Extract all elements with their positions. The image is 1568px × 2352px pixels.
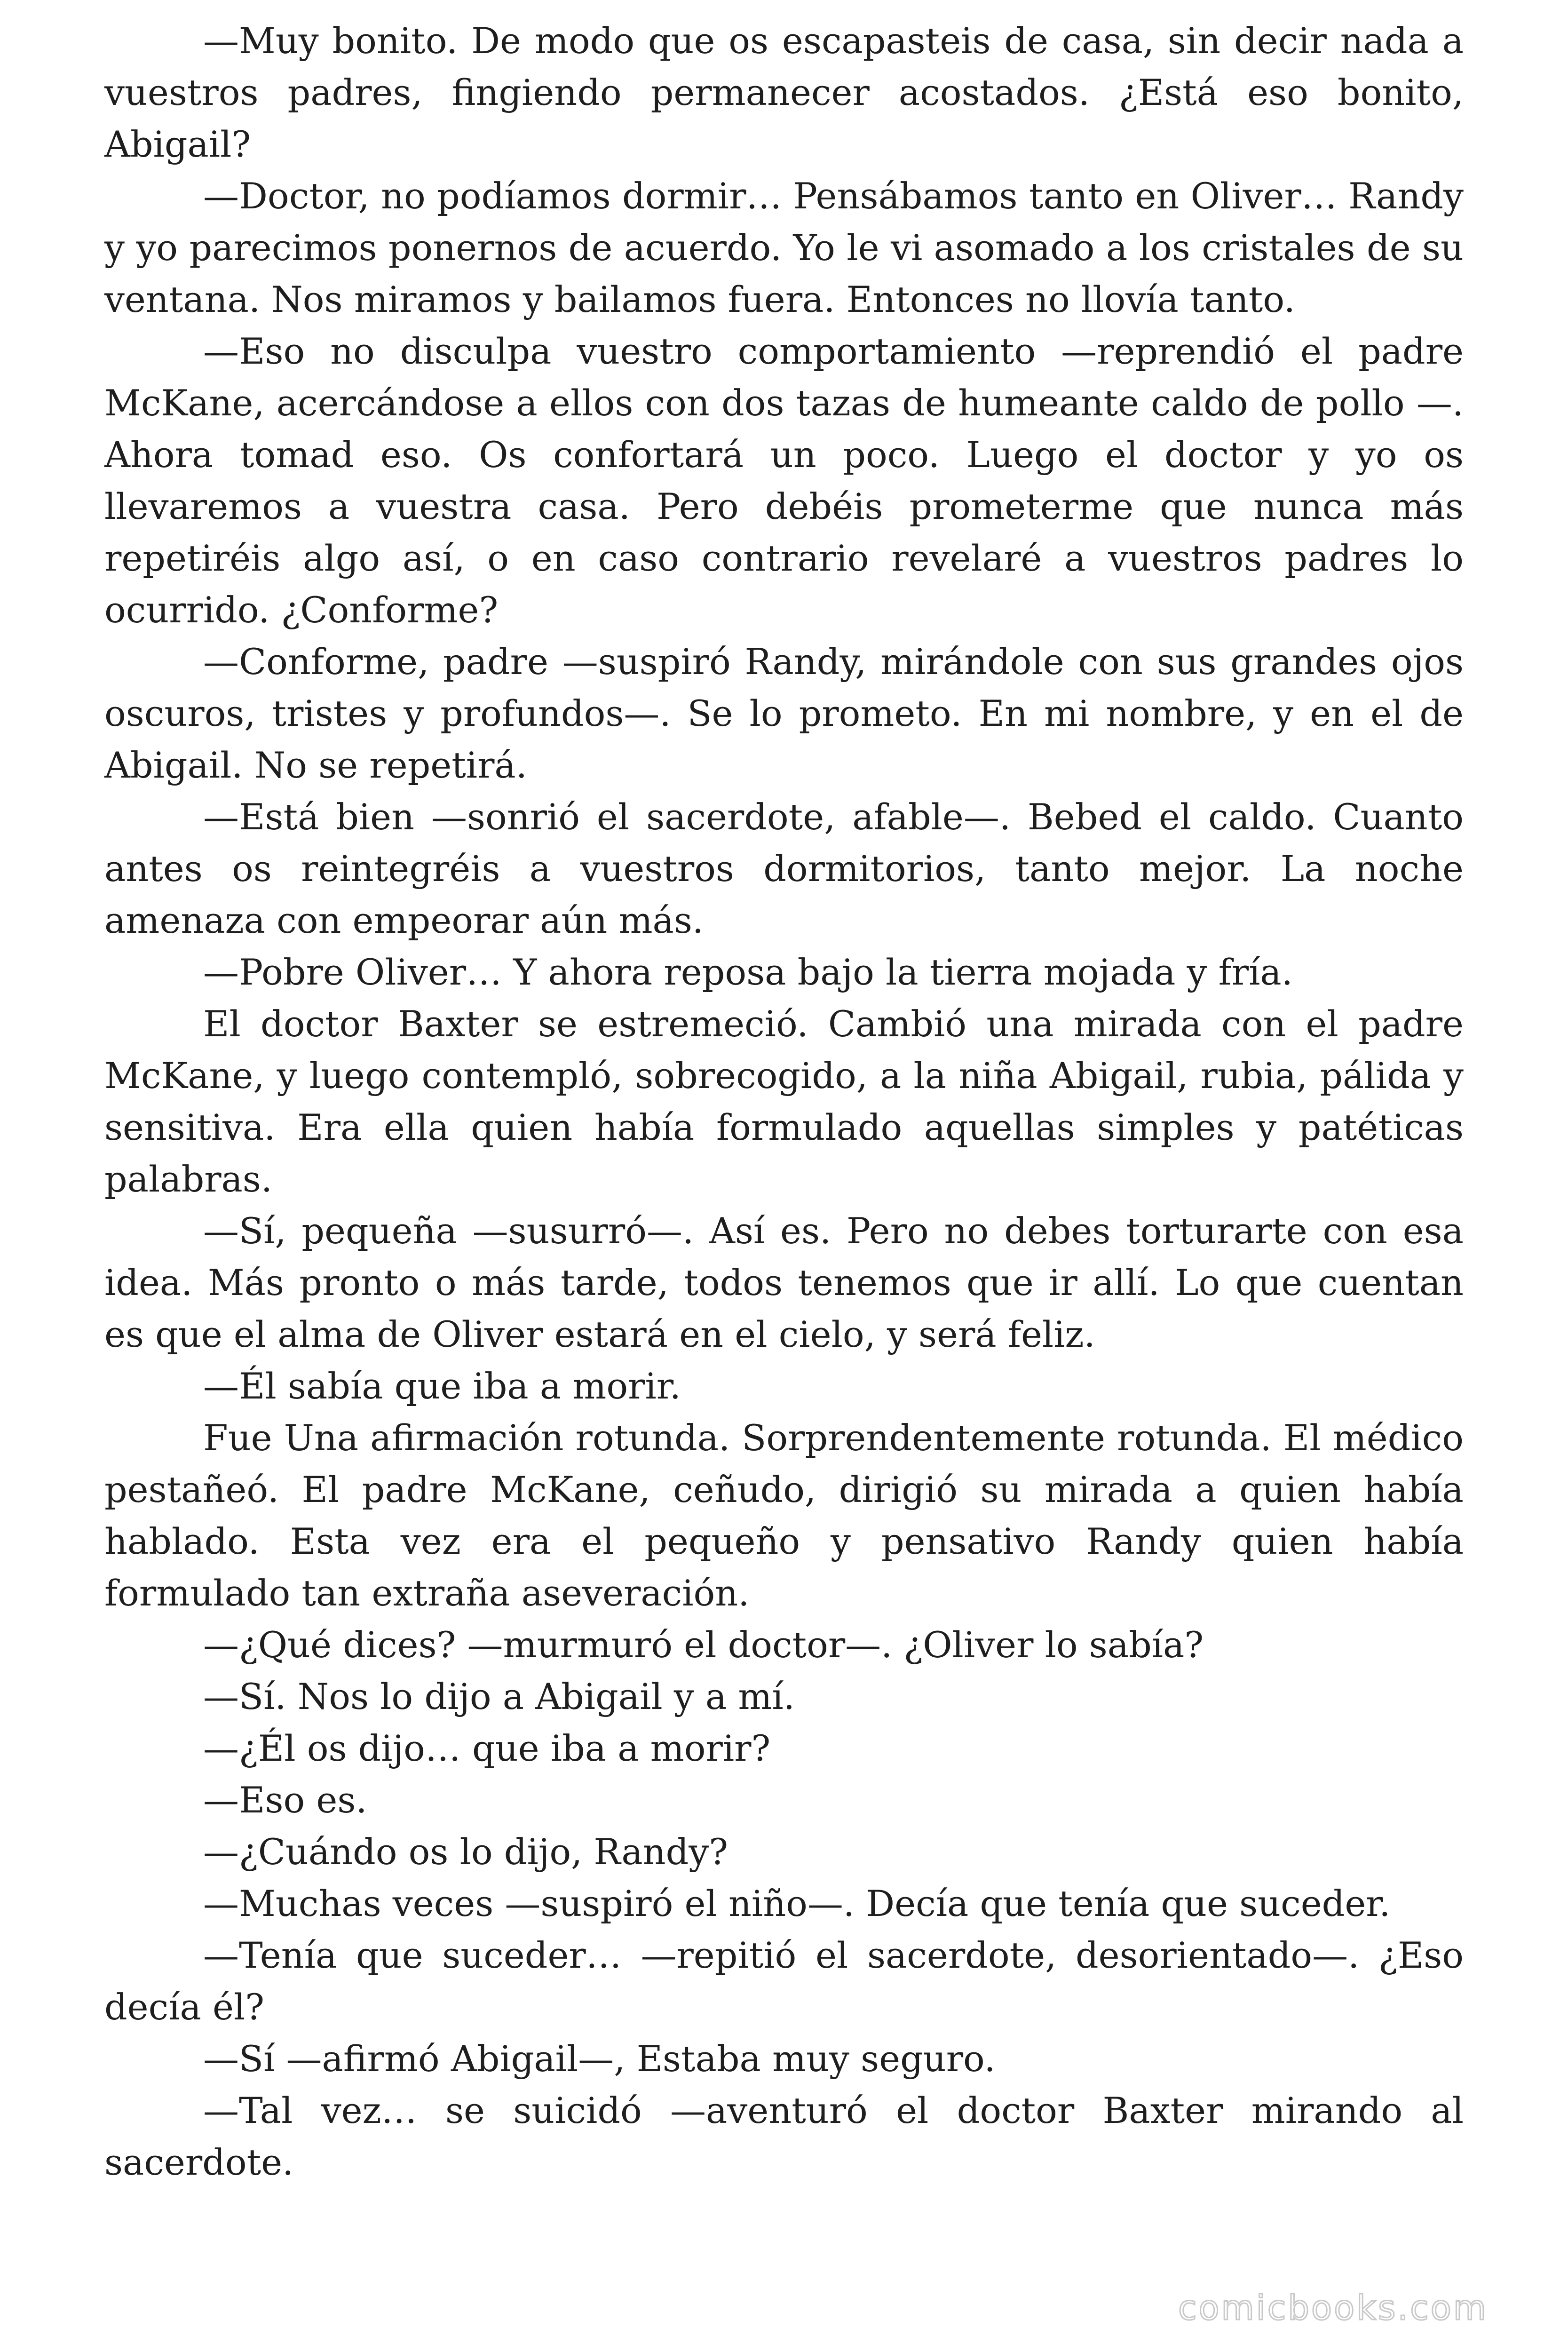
paragraph: —Él sabía que iba a morir. <box>203 1365 681 1407</box>
paragraph: —Eso es. <box>203 1779 367 1821</box>
paragraph: —Sí, pequeña —susurró—. Así es. Pero no debes torturarte con esa idea. Más pronto o más tarde, todos tenemos que ir allí. Lo que cuentan es que el alma de Oliver estará en el cielo, y será feliz. <box>104 1210 1464 1355</box>
paragraph: —¿Qué dices? —murmuró el doctor—. ¿Oliver lo sabía? <box>203 1624 1204 1666</box>
paragraph: —Está bien —sonrió el sacerdote, afable—. Bebed el caldo. Cuanto antes os reintegréis a vuestros dormitorios, tanto mejor. La noche amenaza con empeorar aún más. <box>104 796 1464 941</box>
paragraph: —Eso no disculpa vuestro comportamiento —reprendió el padre McKane, acercándose a ellos con dos tazas de humeante caldo de pollo —. Ahora tomad eso. Os confortará un poco. Luego el doctor y yo os llevaremos a vuestra casa. Pero debéis prometerme que nunca más repetiréis algo así, o en caso contrario revelaré a vuestros padres lo ocurrido. ¿Conforme? <box>104 330 1464 631</box>
paragraph: —Tal vez… se suicidó —aventuró el doctor Baxter mirando al sacerdote. <box>104 2090 1464 2183</box>
paragraph: —Muchas veces —suspiró el niño—. Decía que tenía que suceder. <box>203 1883 1391 1924</box>
paragraph: —Pobre Oliver… Y ahora reposa bajo la tierra mojada y fría. <box>203 951 1293 993</box>
paragraph: —Doctor, no podíamos dormir… Pensábamos tanto en Oliver… Randy y yo parecimos ponernos de acuerdo. Yo le vi asomado a los cristales de su ventana. Nos miramos y bailamos fuera. Entonces no llovía tanto. <box>104 175 1464 320</box>
paragraph: —Muy bonito. De modo que os escapasteis de casa, sin decir nada a vuestros padres, fingiendo permanecer acostados. ¿Está eso bonito, Abigail? <box>104 20 1464 165</box>
paragraph: Fue Una afirmación rotunda. Sorprendentemente rotunda. El médico pestañeó. El padre McKane, ceñudo, dirigió su mirada a quien había hablado. Esta vez era el pequeño y pensativo Randy quien había formulado tan extraña aseveración. <box>104 1417 1464 1614</box>
paragraph: —¿Cuándo os lo dijo, Randy? <box>203 1831 728 1873</box>
paragraph: —Conforme, padre —suspiró Randy, mirándole con sus grandes ojos oscuros, tristes y profundos—. Se lo prometo. En mi nombre, y en el de Abigail. No se repetirá. <box>104 641 1464 786</box>
paragraph: El doctor Baxter se estremeció. Cambió una mirada con el padre McKane, y luego contempló, sobrecogido, a la niña Abigail, rubia, pálida y sensitiva. Era ella quien había formulado aquellas simples y patéticas palabras. <box>104 1003 1464 1200</box>
paragraph: —Sí —afirmó Abigail—, Estaba muy seguro. <box>203 2038 996 2080</box>
watermark-text: comicbooks.com <box>1178 2288 1488 2328</box>
paragraph: —Tenía que suceder… —repitió el sacerdote, desorientado—. ¿Eso decía él? <box>104 1934 1464 2028</box>
paragraph: —¿Él os dijo… que iba a morir? <box>203 1727 771 1769</box>
book-page-text <box>104 15 1464 2188</box>
paragraph: —Sí. Nos lo dijo a Abigail y a mí. <box>203 1676 795 1717</box>
